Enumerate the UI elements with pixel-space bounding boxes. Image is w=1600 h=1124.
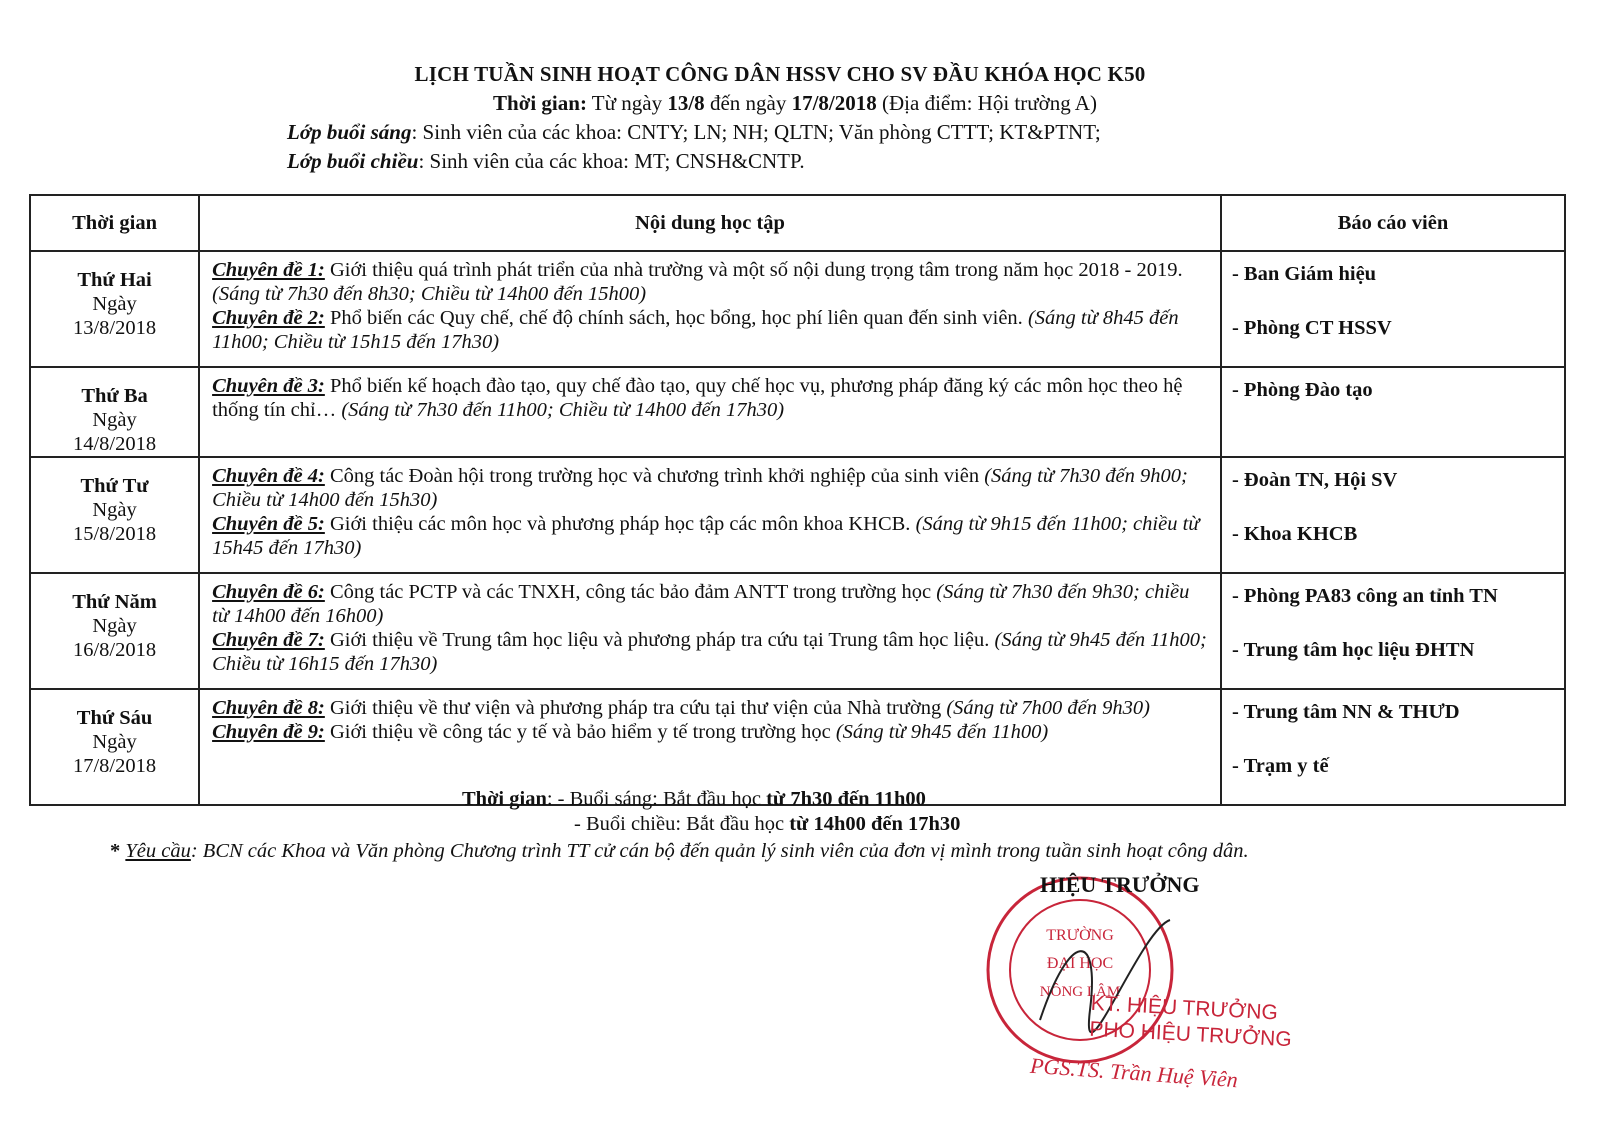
signature-name: PGS.TS. Trần Huệ Viên [1029, 1052, 1239, 1093]
day-date: 16/8/2018 [72, 639, 157, 661]
morning-label: Lớp buổi sáng [287, 120, 412, 144]
topic-time: (Sáng từ 7h30 đến 8h30; Chiều từ 14h00 đến 15h00) [212, 283, 647, 305]
header-content: Nội dung học tập [199, 195, 1221, 251]
time-mid: đến ngày [704, 91, 792, 115]
afternoon-label: Lớp buổi chiều [287, 149, 419, 173]
topic-time: (Sáng từ 8h45 đến 11h00; Chiều từ 15h15 đến 17h30) [212, 307, 1179, 353]
footer-afternoon-prefix: - Buổi chiều: Bắt đầu học [574, 813, 790, 835]
stamp-line-1: TRƯỜNG [1046, 927, 1114, 944]
table-row [30, 457, 1565, 573]
topic-text: Giới thiệu về công tác y tế và bảo hiểm y tế trong trường học [324, 721, 836, 743]
topic-label: Chuyên đề 2: [212, 307, 325, 329]
table-row [30, 573, 1565, 689]
day-ngay-label: Ngày [92, 615, 137, 637]
reporter-cell [1221, 251, 1565, 367]
reporter-name: - Trạm y tế [1231, 755, 1329, 777]
day-date: 17/8/2018 [72, 755, 157, 777]
day-cell [30, 251, 199, 367]
header-time: Thời gian [30, 195, 199, 251]
signature-deputy: PHÓ HIỆU TRƯỞNG [1088, 1017, 1293, 1052]
reporter-name: - Khoa KHCB [1231, 523, 1358, 545]
day-ngay-label: Ngày [92, 409, 137, 431]
requirement-note [110, 840, 1249, 863]
location: (Địa điểm: Hội trường A) [876, 91, 1097, 115]
date-from: 13/8 [667, 91, 705, 115]
topic-text: Công tác Đoàn hội trong trường học và chương trình khởi nghiệp của sinh viên [324, 465, 985, 487]
date-to: 17/8/2018 [791, 91, 877, 115]
topic-label: Chuyên đề 9: [212, 721, 325, 743]
topic-time: (Sáng từ 7h30 đến 9h00; Chiều từ 14h00 đến 15h30) [212, 465, 1188, 511]
afternoon-class-line [287, 149, 1600, 174]
day-name: Thứ Tư [80, 475, 149, 497]
reporter-cell [1221, 457, 1565, 573]
reporter-name: - Phòng CT HSSV [1231, 317, 1392, 339]
topic-text: Phổ biến kế hoạch đào tạo, quy chế đào tạo, quy chế học vụ, phương pháp đăng ký các môn học theo hệ thống tín chỉ… [212, 375, 1183, 421]
reporter-name: - Phòng Đào tạo [1231, 379, 1373, 401]
day-cell [30, 457, 199, 573]
reporter-name: - Phòng PA83 công an tỉnh TN [1231, 585, 1498, 607]
day-name: Thứ Ba [81, 385, 148, 407]
topic-time: (Sáng từ 7h30 đến 9h30; chiều từ 14h00 đến 16h00) [212, 581, 1190, 627]
req-star: * [110, 840, 126, 862]
document-header [0, 62, 1600, 174]
footer-time-label: Thời gian [462, 788, 547, 810]
topic-text: Giới thiệu về thư viện và phương pháp tra cứu tại thư viện của Nhà trường [324, 697, 947, 719]
topic-label: Chuyên đề 7: [212, 629, 325, 651]
reporter-name: - Ban Giám hiệu [1231, 263, 1377, 285]
topic-text: Giới thiệu quá trình phát triển của nhà trường và một số nội dung trọng tâm trong năm học 2018 - 2019. [324, 259, 1183, 281]
footer-afternoon [574, 813, 1600, 836]
time-line [0, 91, 1600, 116]
topic-item [212, 720, 1210, 744]
topic-time: (Sáng từ 7h00 đến 9h30) [946, 697, 1150, 719]
topic-item [212, 580, 1210, 628]
morning-text: : Sinh viên của các khoa: CNTY; LN; NH; QLTN; Văn phòng CTTT; KT&PTNT; [411, 120, 1101, 144]
topic-time: (Sáng từ 9h45 đến 11h00; Chiều từ 16h15 đến 17h30) [212, 629, 1207, 675]
topic-text: Phổ biến các Quy chế, chế độ chính sách, học bổng, học phí liên quan đến sinh viên. [324, 307, 1028, 329]
day-ngay-label: Ngày [92, 499, 137, 521]
footer-morning-prefix: : - Buổi sáng: Bắt đầu học [546, 788, 767, 810]
topic-label: Chuyên đề 6: [212, 581, 325, 603]
topic-label: Chuyên đề 5: [212, 513, 325, 535]
table-row [30, 367, 1565, 457]
time-prefix: Từ ngày [586, 91, 668, 115]
signature-title: HIỆU TRƯỞNG [1040, 872, 1200, 897]
footer-times [0, 788, 1600, 836]
footer-morning-time: từ 7h30 đến 11h00 [766, 788, 926, 810]
topic-label: Chuyên đề 3: [212, 375, 325, 397]
req-text: : BCN các Khoa và Văn phòng Chương trình TT cử cán bộ đến quản lý sinh viên của đơn vị mình trong tuần sinh hoạt công dân. [190, 840, 1249, 862]
day-date: 15/8/2018 [72, 523, 157, 545]
topic-text: Công tác PCTP và các TNXH, công tác bảo đảm ANTT trong trường học [324, 581, 937, 603]
topic-item [212, 628, 1210, 676]
day-name: Thứ Sáu [76, 707, 153, 729]
topic-item [212, 696, 1210, 720]
day-name: Thứ Năm [72, 591, 157, 613]
topic-time: (Sáng từ 9h45 đến 11h00) [835, 721, 1049, 743]
reporter-cell [1221, 367, 1565, 457]
reporter-name: - Trung tâm học liệu ĐHTN [1231, 639, 1475, 661]
stamp-line-3: NÔNG LÂM [1039, 984, 1121, 1000]
table-header-row [30, 195, 1565, 251]
afternoon-text: : Sinh viên của các khoa: MT; CNSH&CNTP. [418, 149, 805, 173]
signature-block [1089, 991, 1294, 1054]
reporter-name: - Đoàn TN, Hội SV [1231, 469, 1398, 491]
content-cell [199, 251, 1221, 367]
topic-label: Chuyên đề 1: [212, 259, 325, 281]
topic-time: (Sáng từ 9h15 đến 11h00; chiều từ 15h45 đến 17h30) [212, 513, 1200, 559]
day-ngay-label: Ngày [92, 731, 137, 753]
topic-text: Giới thiệu các môn học và phương pháp học tập các môn khoa KHCB. [324, 513, 916, 535]
topic-time: (Sáng từ 7h30 đến 11h00; Chiều từ 14h00 đến 17h30) [341, 399, 785, 421]
day-date: 14/8/2018 [72, 433, 157, 455]
content-cell [199, 573, 1221, 689]
content-cell [199, 367, 1221, 457]
day-name: Thứ Hai [77, 269, 152, 291]
morning-class-line [287, 120, 1600, 145]
time-label: Thời gian: [493, 91, 587, 115]
topic-item [212, 374, 1210, 422]
footer-afternoon-time: từ 14h00 đến 17h30 [789, 813, 961, 835]
content-cell [199, 457, 1221, 573]
schedule-table [29, 194, 1566, 806]
reporter-name: - Trung tâm NN & THƯD [1231, 701, 1460, 723]
topic-label: Chuyên đề 8: [212, 697, 325, 719]
day-cell [30, 573, 199, 689]
topic-item [212, 512, 1210, 560]
topic-label: Chuyên đề 4: [212, 465, 325, 487]
signature-kt: KT. HIỆU TRƯỞNG [1090, 991, 1279, 1025]
footer-morning [462, 788, 1600, 811]
topic-item [212, 258, 1210, 306]
topic-text: Giới thiệu về Trung tâm học liệu và phương pháp tra cứu tại Trung tâm học liệu. [324, 629, 995, 651]
req-label: Yêu cầu [125, 840, 191, 862]
document-title: LỊCH TUẦN SINH HOẠT CÔNG DÂN HSSV CHO SV ĐẦU KHÓA HỌC K50 [414, 62, 1146, 86]
stamp-line-2: ĐẠI HỌC [1046, 955, 1114, 972]
table-row [30, 251, 1565, 367]
topic-item [212, 306, 1210, 354]
topic-item [212, 464, 1210, 512]
day-ngay-label: Ngày [92, 293, 137, 315]
day-date: 13/8/2018 [72, 317, 157, 339]
header-reporter: Báo cáo viên [1221, 195, 1565, 251]
day-cell [30, 367, 199, 457]
reporter-cell [1221, 573, 1565, 689]
